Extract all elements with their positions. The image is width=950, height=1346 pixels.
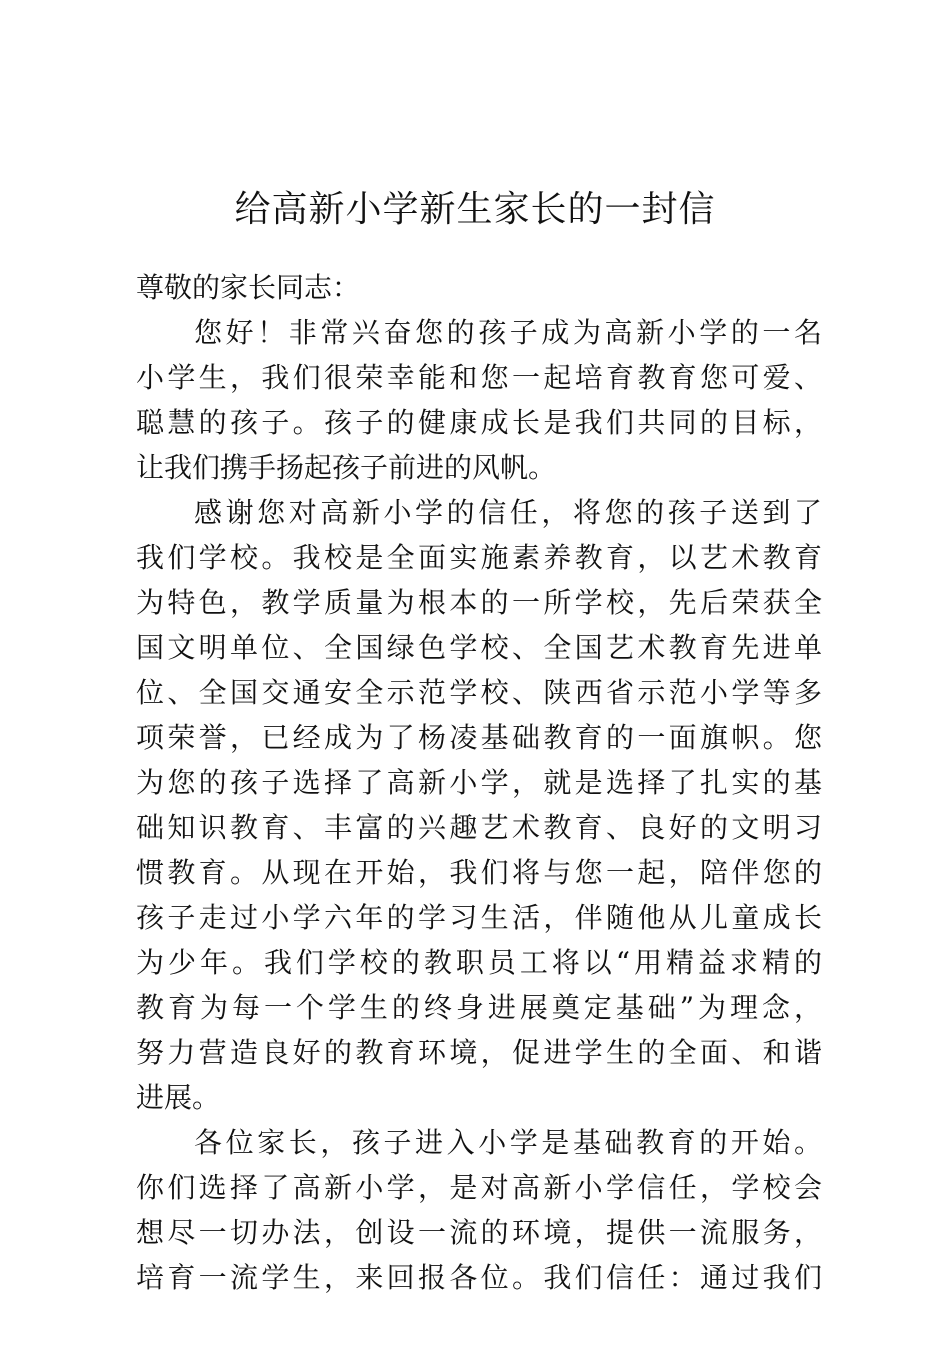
text-line: 孩子走过小学六年的学习生活，伴随他从儿童成长 xyxy=(136,901,822,934)
text-line: 培育一流学生，来回报各位。我们信任：通过我们 xyxy=(136,1261,822,1294)
page-title: 给高新小学新生家长的一封信 xyxy=(234,189,716,230)
text-line: 聪慧的孩子。孩子的健康成长是我们共同的目标， xyxy=(136,406,822,439)
text-line: 努力营造良好的教育环境，促进学生的全面、和谐 xyxy=(136,1036,822,1069)
text-line: 为少年。我们学校的教职员工将以“用精益求精的 xyxy=(136,946,822,979)
text-line: 让我们携手扬起孩子前进的风帆。 xyxy=(136,451,557,484)
text-line: 小学生，我们很荣幸能和您一起培育教育您可爱、 xyxy=(136,361,822,394)
text-line: 位、全国交通安全示范学校、陕西省示范小学等多 xyxy=(136,676,822,709)
text-line: 础知识教育、丰富的兴趣艺术教育、良好的文明习 xyxy=(136,811,822,844)
text-line: 我们学校。我校是全面实施素养教育，以艺术教育 xyxy=(136,541,822,574)
text-line: 惯教育。从现在开始，我们将与您一起，陪伴您的 xyxy=(136,856,822,889)
text-line: 为您的孩子选择了高新小学，就是选择了扎实的基 xyxy=(136,766,822,799)
text-line: 国文明单位、全国绿色学校、全国艺术教育先进单 xyxy=(136,631,822,664)
text-line: 感谢您对高新小学的信任，将您的孩子送到了 xyxy=(194,496,822,529)
text-line: 项荣誉，已经成为了杨凌基础教育的一面旗帜。您 xyxy=(136,721,822,754)
text-line: 为特色，教学质量为根本的一所学校，先后荣获全 xyxy=(136,586,822,619)
text-line: 进展。 xyxy=(136,1081,221,1114)
text-line: 你们选择了高新小学，是对高新小学信任，学校会 xyxy=(136,1171,822,1204)
letter-body xyxy=(136,265,822,1300)
text-line: 各位家长，孩子进入小学是基础教育的开始。 xyxy=(194,1126,822,1159)
text-line: 教育为每一个学生的终身进展奠定基础”为理念， xyxy=(136,991,822,1024)
text-line: 您好！非常兴奋您的孩子成为高新小学的一名 xyxy=(194,316,822,349)
text-line: 想尽一切办法，创设一流的环境，提供一流服务， xyxy=(136,1216,822,1249)
text-line: 尊敬的家长同志： xyxy=(136,271,361,304)
